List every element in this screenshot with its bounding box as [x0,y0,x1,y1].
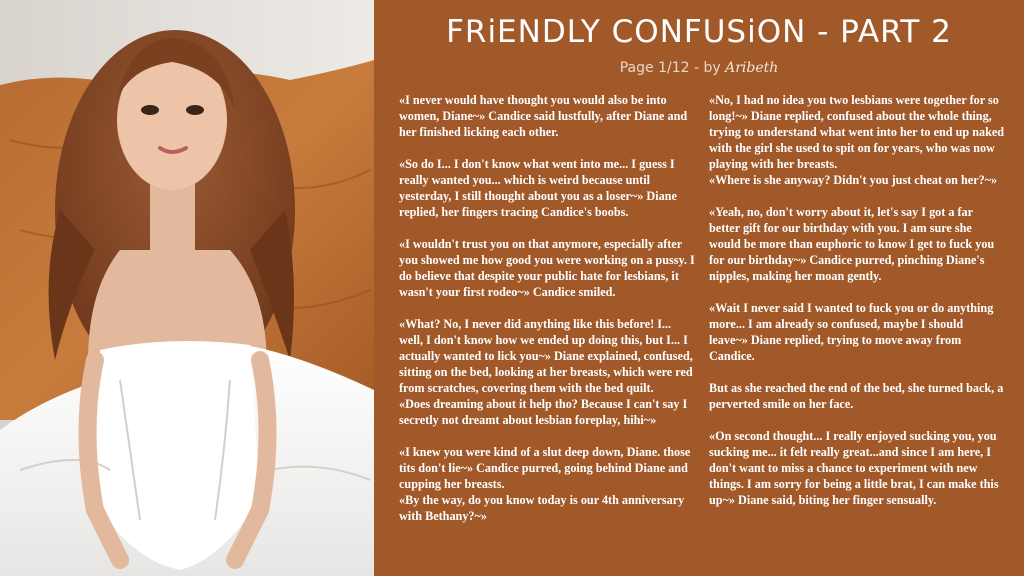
page-indicator [374,60,1024,76]
story-paragraph: «By the way, do you know today is our 4th anniversary with Bethany?~» [399,493,685,523]
story-panel [374,0,1024,576]
story-paragraph: «Yeah, no, don't worry about it, let's say I got a far better gift for our birthday with you. I am sure she would be more than euphoric to know I get to fuck you for our birthday~» Candice purred, pinching Diane's nipples, making her moan gently. [709,205,995,283]
story-paragraph: «No, I had no idea you two lesbians were together for so long!~» Diane replied, confused about the whole thing, trying to understand what went into her to end up naked with the girl she used to spit on for years, who was now playing with her breasts. [709,93,1005,171]
story-paragraph: «What? No, I never did anything like this before! I... well, I don't know how we ended up doing this, but I... I actually wanted to lick you~» Diane explained, confused, sitting on the bed, looking at her breasts, which were red from scratches, covering them with the bed quilt. [399,317,693,395]
story-paragraph: «I knew you were kind of a slut deep down, Diane. those tits don't lie~» Candice purred, going behind Diane and cupping her breasts. [399,445,691,491]
story-column-left [399,92,695,540]
story-paragraph: «I wouldn't trust you on that anymore, especially after you showed me how good you were working on a pussy. I do believe that despite your public hate for lesbians, it wasn't your first rodeo~» Candice smiled. [399,237,695,299]
story-paragraph: «On second thought... I really enjoyed sucking you, you sucking me... it felt really great...and since I am here, I don't want to miss a chance to experiment with new things. I am sorry for being a little brat, I can make this up~» Diane said, biting her finger sensually. [709,429,999,507]
story-paragraph: «Does dreaming about it help tho? Because I can't say I secretly not dreamt about lesbian foreplay, hihi~» [399,397,688,427]
story-paragraph: «I never would have thought you would also be into women, Diane~» Candice said lustfully, after Diane and her finished licking each other. [399,93,688,139]
story-paragraph: «So do I... I don't know what went into me... I guess I really wanted you... which is weird because until yesterday, I still thought about you as a loser~» Diane replied, her fingers tracing Candice's boobs. [399,157,677,219]
story-paragraph: «Where is she anyway? Didn't you just cheat on her?~» [709,173,998,187]
author-signature: Aribeth [725,60,779,76]
page-label: Page 1/12 - by [619,60,721,76]
story-paragraph: «Wait I never said I wanted to fuck you or do anything more... I am already so confused, maybe I should leave~» Diane replied, trying to move away from Candice. [709,301,994,363]
woman-in-bed-illustration [0,0,374,576]
story-column-right [709,92,1005,524]
story-paragraph: But as she reached the end of the bed, she turned back, a perverted smile on her face. [709,381,1004,411]
cover-photo [0,0,374,576]
story-title: FRiENDLY CONFUSiON - PART 2 [446,14,952,50]
